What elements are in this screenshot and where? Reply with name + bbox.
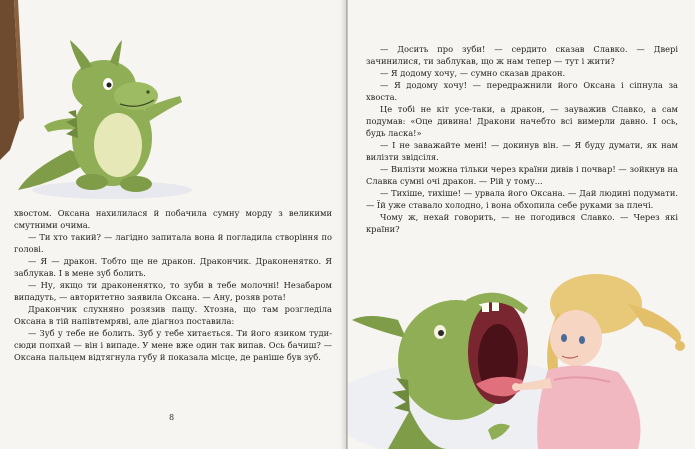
- right-page-text: [366, 43, 678, 235]
- paragraph: — Я — дракон. Тобто ще не дракон. Дракончик. Драконенятко. Я заблукав. І в мене зуб болить.: [14, 256, 332, 278]
- paragraph: Дракончик слухняно розязив пащу. Хтозна, що там розгледіла Оксана в тій напівтемряві, але діагноз поставила:: [14, 304, 332, 326]
- paragraph: — Ну, якщо ти драконенятко, то зуби в тебе молочні! Незабаром випадуть, — авторитетно заявила Оксана. — Ану, розяв рота!: [14, 280, 332, 302]
- paragraph: — І не заважайте мені! — докинув він. — Я буду думати, як нам вилізти звідсіля.: [366, 140, 678, 162]
- paragraph: — Зуб у тебе не болить. Зуб у тебе хитається. Ти його язиком туди-сюди попхай — він і випаде. У мене вже один так випав. Ось бачиш? — Оксана пальцем відтягнула губу й показала місце, де раніше був зуб.: [14, 328, 332, 362]
- paragraph: — Я додому хочу, — сумно сказав дракон.: [380, 68, 566, 78]
- left-page: [0, 0, 347, 449]
- little-dragon-illustration: [0, 0, 200, 205]
- paragraph: — Тихіше, тихіше! — урвала його Оксана. — Дай людині подумати. — Їй уже ставало холодно, і вона обхопила себе руками за плечі.: [366, 188, 678, 210]
- paragraph: хвостом. Оксана нахилилася й побачила сумну морду з великими смутними очима.: [14, 208, 332, 230]
- page-number: 8: [169, 413, 175, 422]
- left-page-text: [14, 207, 332, 363]
- paragraph: — Вилізти можна тільки через країни дивів і почвар! — зойкнув на Славка сумні очі дракон. — Рій у тому...: [366, 164, 678, 186]
- dragon-and-girl-illustration: [348, 260, 695, 449]
- right-page: [348, 0, 695, 449]
- paragraph: — Я додому хочу! — передражнили його Оксана і сіпнула за хвоста.: [366, 80, 678, 102]
- paragraph: Чому ж, нехай говорить, — не погодився Славко. — Через які країни?: [366, 212, 678, 234]
- paragraph: — Ти хто такий? — лагідно запитала вона й погладила створіння по голові.: [14, 232, 332, 254]
- paragraph: — Досить про зуби! — сердито сказав Славко. — Двері зачинилися, ти заблукав, що ж нам тепер — тут і жити?: [366, 44, 678, 66]
- paragraph: Це тобі не кіт усе-таки, а дракон, — зауважив Славко, а сам подумав: «Оце дивина! Дракони начебто всі вимерли давно. І ось, будь ласка!»: [366, 104, 678, 138]
